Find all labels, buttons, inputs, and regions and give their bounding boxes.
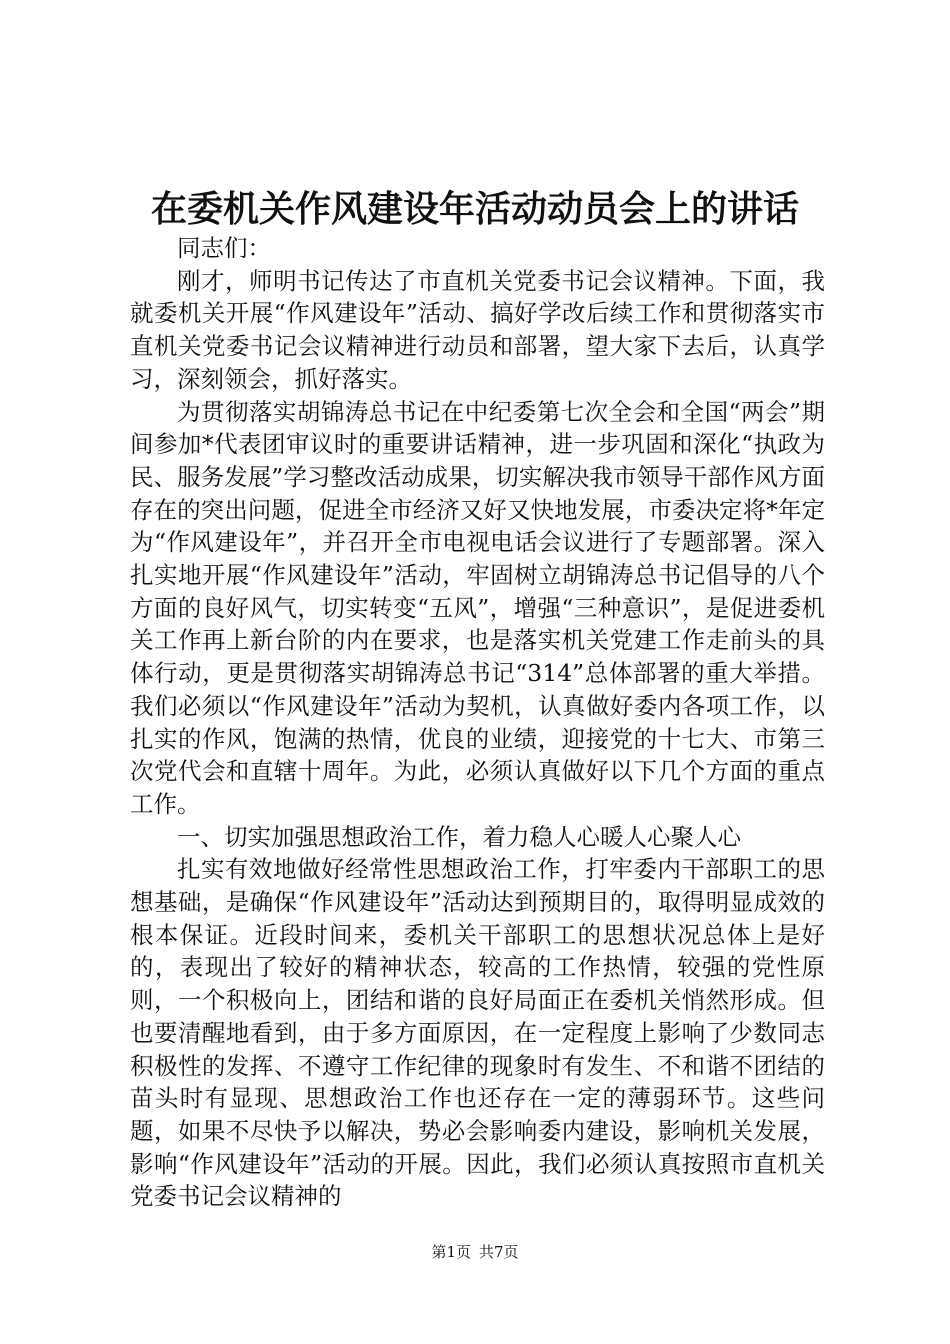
section-heading-1: 一、切实加强思想政治工作，着力稳人心暖人心聚人心 [177,822,741,851]
paragraph-intro: 刚才，师明书记传达了市直机关党委书记会议精神。下面，我就委机关开展“作风建设年”活动、搞好学改后续工作和贯彻落实市直机关党委书记会议精神进行动员和部署，望大家下去后，认真学习，深刻领会，抓好落实。 [130,266,825,393]
page-number-total: 共7页 [479,1243,519,1261]
paragraph-salutation: 同志们： [177,234,271,262]
page-footer [0,1241,950,1263]
paragraph-background: 为贯彻落实胡锦涛总书记在中纪委第七次全会和全国“两会”期间参加*代表团审议时的重要讲话精神，进一步巩固和深化“执政为民、服务发展”学习整改活动成果，切实解决我市领导干部作风方面存在的突出问题，促进全市经济又好又快地发展，市委决定将*年定为“作风建设年”，并召开全市电视电话会议进行了专题部署。深入扎实地开展“作风建设年”活动，牢固树立胡锦涛总书记倡导的八个方面的良好风气，切实转变“五风”，增强“三种意识”，是促进委机关工作再上新台阶的内在要求，也是落实机关党建工作走前头的具体行动，更是贯彻落实胡锦涛总书记“314”总体部署的重大举措。我们必须以“作风建设年”活动为契机，认真做好委内各项工作，以扎实的作风，饱满的热情，优良的业绩，迎接党的十七大、市第三次党代会和直辖十周年。为此，必须认真做好以下几个方面的重点工作。 [130,397,825,818]
page-number-current: 第1页 [431,1243,471,1261]
document-title: 在委机关作风建设年活动动员会上的讲话 [150,188,799,230]
paragraph-section-1: 扎实有效地做好经常性思想政治工作，打牢委内干部职工的思想基础，是确保“作风建设年”活动达到预期目的，取得明显成效的根本保证。近段时间来，委机关干部职工的思想状况总体上是好的，表现出了较好的精神状态，较高的工作热情，较强的党性原则，一个积极向上，团结和谐的良好局面正在委机关悄然形成。但也要清醒地看到，由于多方面原因，在一定程度上影响了少数同志积极性的发挥、不遵守工作纪律的现象时有发生、不和谐不团结的苗头时有显现、思想政治工作也还存在一定的薄弱环节。这些问题，如果不尽快予以解决，势必会影响委内建设，影响机关发展，影响“作风建设年”活动的开展。因此，我们必须认真按照市直机关党委书记会议精神的 [130,855,825,1211]
document-body [130,232,825,1213]
